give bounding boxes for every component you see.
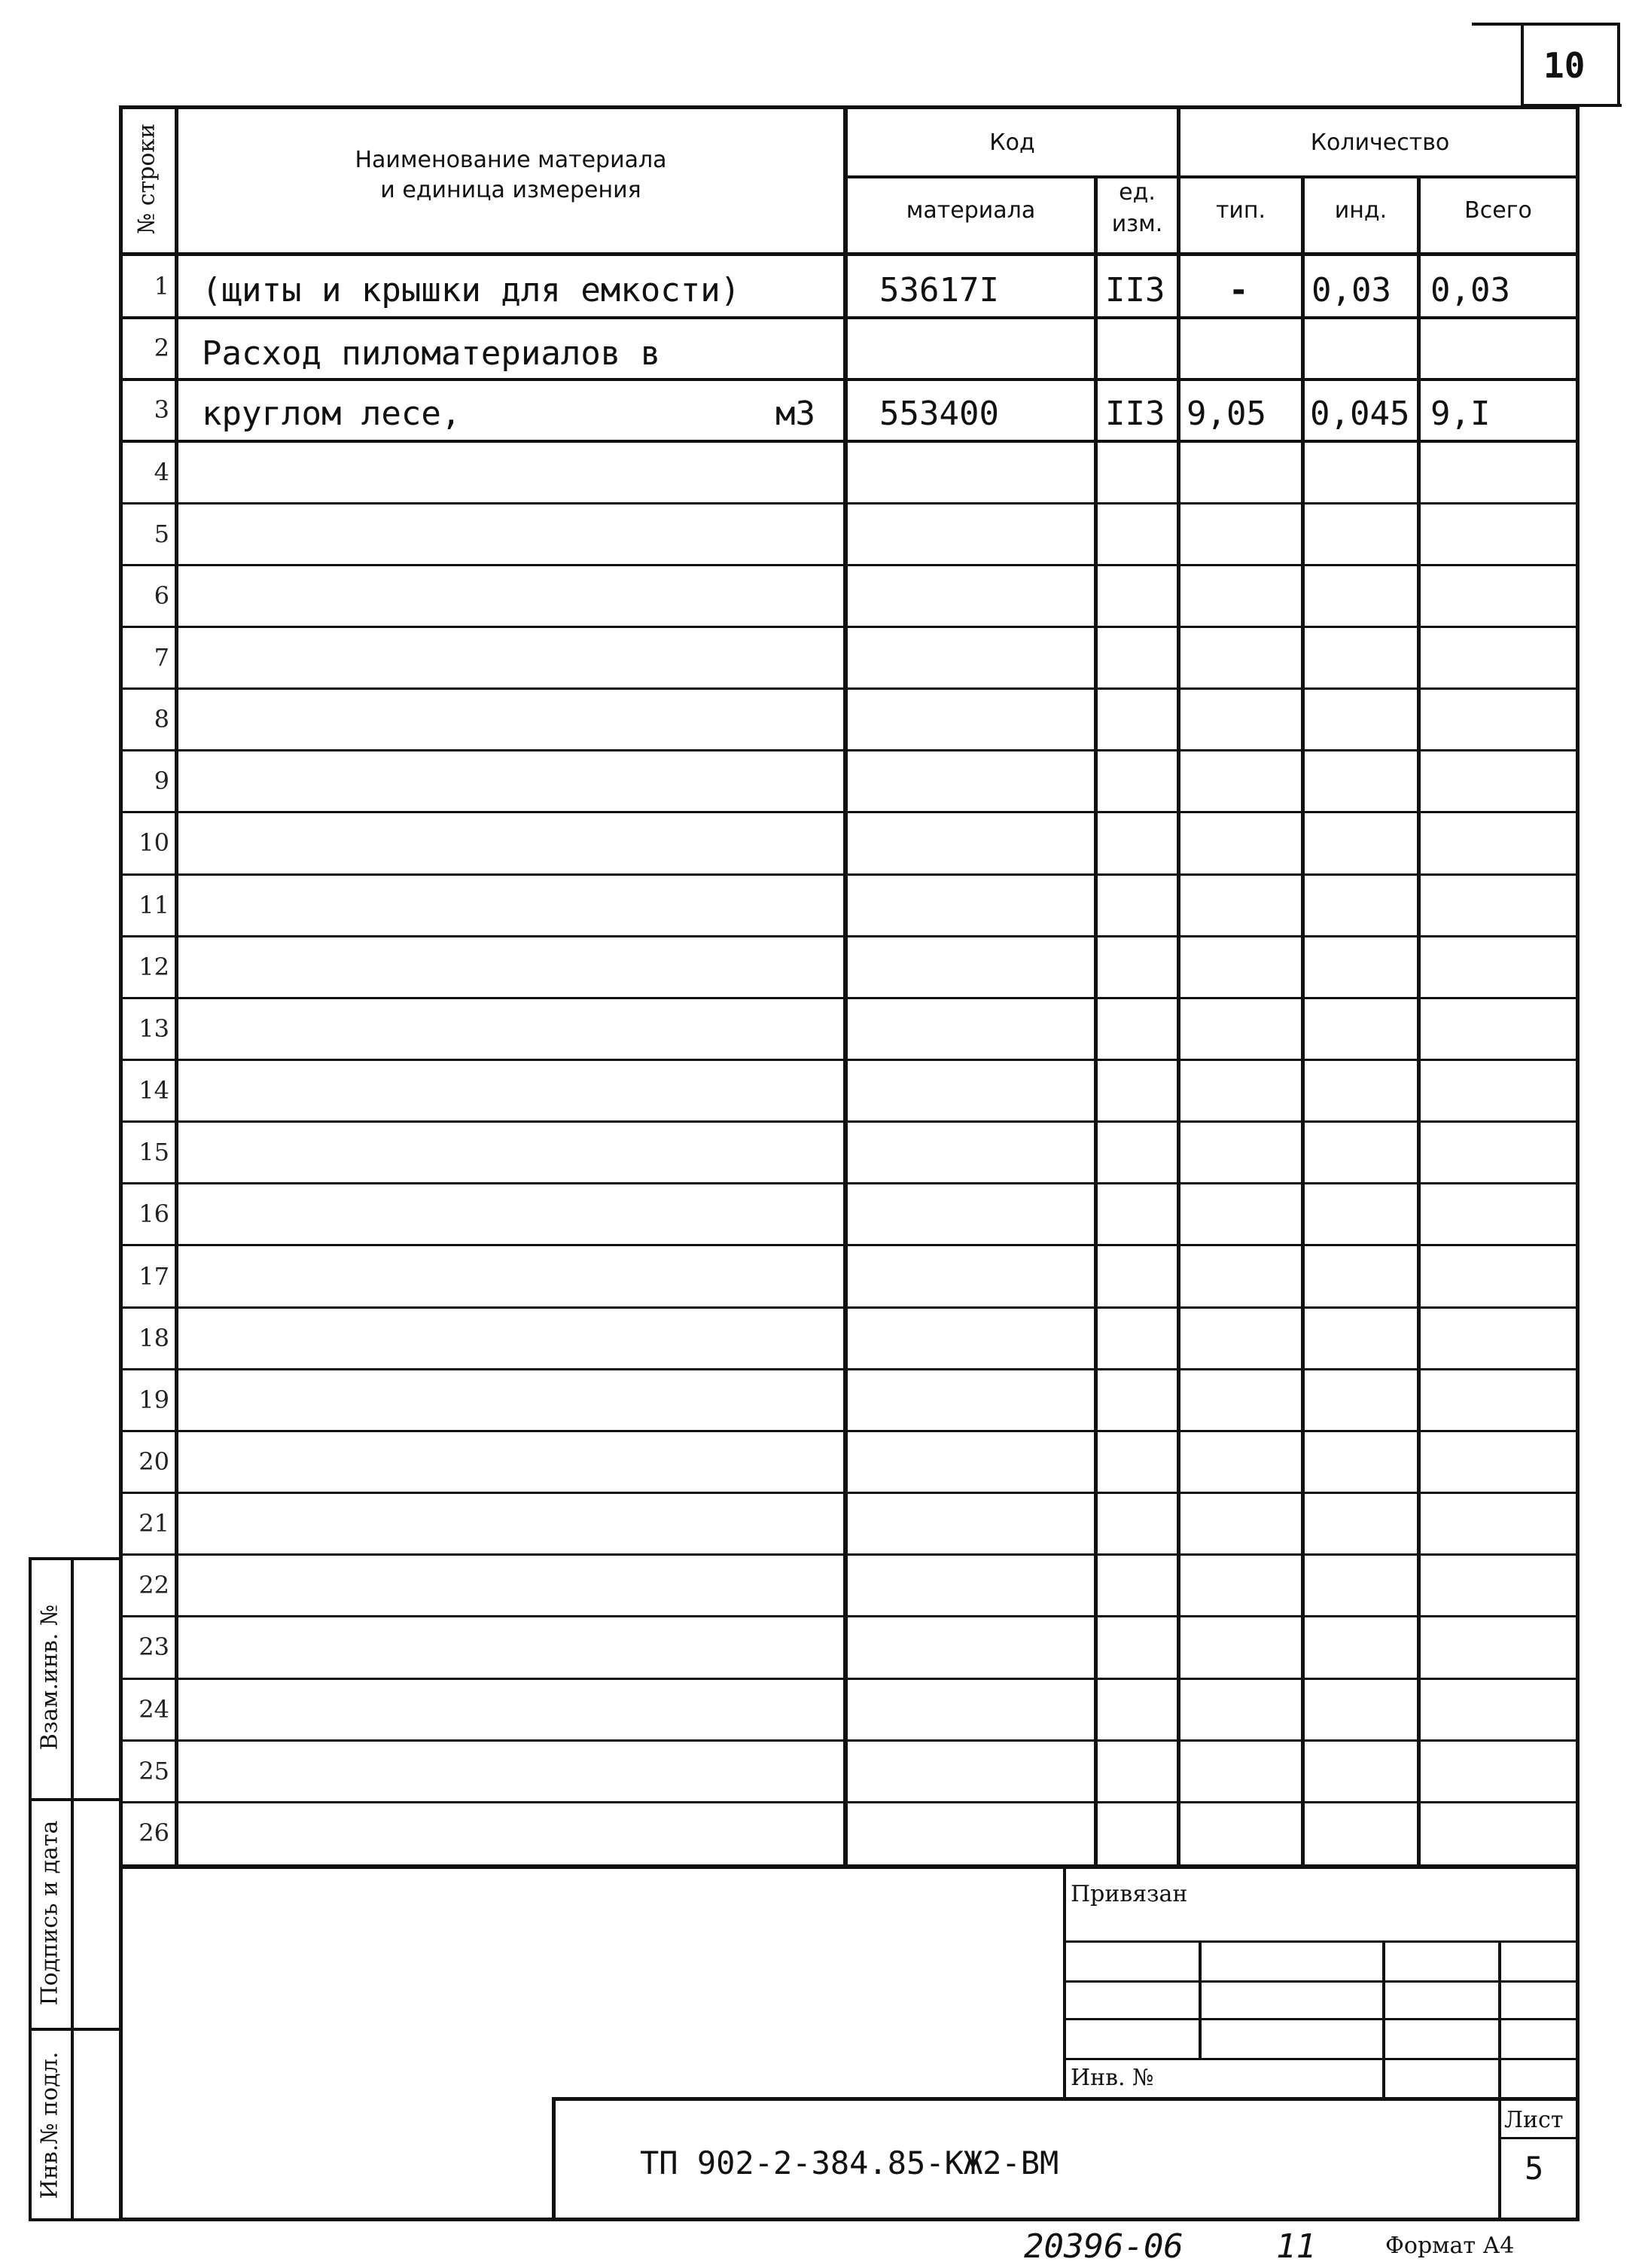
row3-typ: 9,05 [1187,395,1266,433]
top-rule-right [1617,23,1620,105]
row-divider [119,502,1580,505]
name-header-line1: Наименование материала [355,147,667,173]
archive-number: 20396-06 [1024,2227,1183,2266]
code-header: Код [989,130,1035,156]
stamp-sheet-rule [1498,2137,1580,2139]
material-code-header: материала [906,197,1036,224]
table-bottom-rule [119,1864,1580,1869]
row-divider [119,1553,1580,1556]
stamp-col-2 [1382,1940,1385,2099]
header-bottom-rule [119,252,1580,256]
unit-header-line2: изм. [1111,211,1163,237]
total-header: Всего [1464,197,1532,224]
col-line-ind [1417,175,1421,1867]
row-divider [119,811,1580,813]
top-sheet-number: 10 [1543,45,1586,86]
row1-typ: - [1229,271,1249,309]
row-number: 20 [139,1447,169,1476]
stamp-main-top [553,2097,1580,2101]
unit-header-line1: ед. [1119,179,1156,206]
row-divider [119,316,1580,319]
row-divider [119,1801,1580,1803]
row-number: 25 [139,1757,169,1785]
row-divider [119,935,1580,937]
header-mid-rule [845,175,1580,178]
row-number: 19 [139,1385,169,1414]
row-number: 16 [139,1200,169,1228]
row-number: 17 [139,1262,169,1291]
row-divider [119,873,1580,876]
row-number: 10 [139,828,169,857]
ind-header: инд. [1334,197,1388,224]
row-number: 6 [154,581,169,610]
row-divider [119,1120,1580,1123]
stamp-rule-c [1063,2018,1580,2020]
row-divider [119,440,1580,443]
row-divider [119,1182,1580,1184]
row-divider [119,626,1580,628]
row-divider [119,997,1580,999]
row1-code: 53617I [879,271,999,309]
row-number: 22 [139,1571,169,1599]
row3-total: 9,I [1430,395,1491,433]
stamp-rule-a [1063,1940,1580,1943]
side-label-inv-orig: Инв.№ подл. [36,2051,63,2199]
stamp-main-left [552,2097,556,2221]
row-number: 21 [139,1509,169,1538]
row-divider [119,687,1580,690]
stamp-linked-left [1063,1867,1066,2101]
document-code: ТП 902-2-384.85-КЖ2-ВМ [640,2145,1059,2181]
stamp-col-3 [1498,1940,1501,2219]
frame-right-extension [1576,105,1580,2221]
typ-header: тип. [1215,197,1266,224]
row-number: 11 [139,891,169,919]
row-divider [119,564,1580,566]
col-line-unit [1177,105,1180,1867]
row-number-header: № строки [133,123,160,235]
col-line-code [1094,175,1098,1867]
row3-ind: 0,045 [1310,395,1410,433]
side-stamp-divider [71,1557,74,2221]
row-number: 18 [139,1324,169,1352]
page-mark: 11 [1276,2227,1316,2266]
row-divider [119,378,1580,381]
row-number: 5 [154,520,169,548]
stamp-sheet-value: 5 [1525,2150,1544,2187]
row-divider [119,1492,1580,1494]
row-divider [119,1678,1580,1680]
side-label-replace-inv: Взам.инв. № [36,1604,63,1751]
stamp-col-1 [1199,1940,1202,2058]
row3-code: 553400 [879,395,999,433]
row3-name: круглом лесе, [202,395,462,433]
row-number: 2 [154,334,169,362]
row-divider [119,1615,1580,1617]
row-number: 1 [154,272,169,300]
row1-ind: 0,03 [1311,271,1391,309]
col-line-typ [1301,175,1305,1867]
row-number: 26 [139,1818,169,1847]
row1-name: (щиты и крышки для емкости) [202,271,741,309]
row-number: 24 [139,1695,169,1724]
top-rule [1472,23,1619,26]
row-number: 7 [154,643,169,672]
row3-unit: II3 [1105,395,1165,433]
name-header-line2: и единица измерения [380,177,641,203]
stamp-rule-d [1063,2058,1580,2060]
col-line-name [843,105,848,1867]
row2-name: Расход пиломатериалов в [202,334,661,373]
row1-unit: II3 [1105,271,1165,309]
row-divider [119,1306,1580,1309]
row1-total: 0,03 [1430,271,1510,309]
row-number: 3 [154,395,169,424]
row-number: 12 [139,953,169,981]
row-number: 14 [139,1076,169,1105]
row-divider [119,1244,1580,1246]
quantity-header: Количество [1310,130,1450,156]
stamp-rule-b [1063,1980,1580,1983]
stamp-linked-label: Привязан [1071,1881,1188,1907]
format-label: Формат А4 [1385,2233,1515,2259]
row3-unit-name: м3 [775,395,815,433]
row-divider [119,1430,1580,1432]
row-divider [119,749,1580,751]
row-number: 9 [154,767,169,795]
row-divider [119,1059,1580,1061]
col-line-rownum [175,105,178,1867]
row-number: 23 [139,1632,169,1661]
stamp-inv-label: Инв. № [1071,2065,1154,2091]
row-divider [119,1368,1580,1370]
row-number: 8 [154,705,169,733]
row-number: 13 [139,1014,169,1043]
row-number: 4 [154,458,169,486]
row-number: 15 [139,1138,169,1166]
side-label-sign-date: Подпись и дата [36,1820,63,2006]
stamp-sheet-label: Лист [1504,2107,1564,2133]
row-divider [119,1739,1580,1742]
